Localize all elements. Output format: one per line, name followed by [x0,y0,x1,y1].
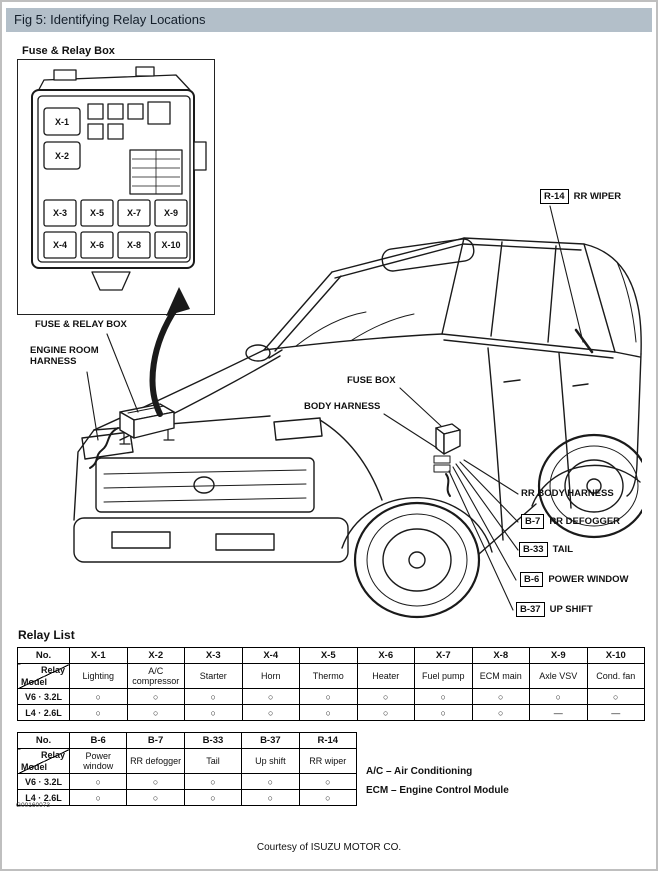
availability-mark-cell: ○ [70,689,128,705]
model-row [18,689,645,705]
model-row [18,774,357,790]
relay-number-cell: X-10 [587,648,645,664]
model-label-cell: L4 · 2.6L [18,790,70,806]
relay-name-cell: Lighting [70,664,128,689]
inset-relay-label: X-5 [89,208,105,218]
relay-name-cell: Tail [184,749,241,774]
relay-number-cell: X-5 [300,648,358,664]
relay-code-r14: R-14 [540,189,569,204]
relay-name-cell: Axle VSV [530,664,588,689]
availability-mark-cell: ○ [185,705,243,721]
availability-mark-cell: — [530,705,588,721]
inset-relay-label: X-9 [163,208,179,218]
relay-name-cell: Thermo [300,664,358,689]
inset-relay-label: X-10 [161,240,181,250]
relay-name-cell: Heater [357,664,415,689]
relay-number-cell: B-7 [127,733,184,749]
availability-mark-cell: ○ [530,689,588,705]
relay-name-cell: Fuel pump [415,664,473,689]
relay-code-b37: B-37 [516,602,545,617]
relay-number-cell: X-3 [185,648,243,664]
inset-relay-label: X-3 [52,208,68,218]
relay-number-cell: X-7 [415,648,473,664]
relay-number-cell: R-14 [299,733,356,749]
inset-relay-label: X-6 [89,240,105,250]
callout-tail-label: TAIL [552,544,573,555]
relay-code-b33: B-33 [519,542,548,557]
availability-mark-cell: ○ [299,790,356,806]
callout-engine-room-harness-line1: ENGINE ROOM [30,345,99,356]
relay-table-x [17,647,645,721]
availability-mark-cell: ○ [70,705,128,721]
model-label-cell: V6 · 3.2L [18,774,70,790]
availability-mark-cell: ○ [70,774,127,790]
table-header-row [18,733,357,749]
relay-name-row [18,664,645,689]
corner-relay-label: Relay [40,750,65,760]
relay-name-row [18,749,357,774]
model-label-cell: L4 · 2.6L [18,705,70,721]
availability-mark-cell: ○ [299,774,356,790]
availability-mark-cell: ○ [587,689,645,705]
relay-code-b6: B-6 [520,572,543,587]
relay-table-b [17,732,357,806]
relay-list-heading: Relay List [18,628,75,642]
courtesy-footer: Courtesy of ISUZU MOTOR CO. [256,842,402,853]
availability-mark-cell: ○ [415,705,473,721]
relay-name-cell: Cond. fan [587,664,645,689]
availability-mark-cell: ○ [242,774,299,790]
availability-mark-cell: ○ [242,689,300,705]
callout-power-window-label: POWER WINDOW [548,574,629,585]
availability-mark-cell: ○ [127,705,185,721]
availability-mark-cell: ○ [472,689,530,705]
relay-name-cell: Horn [242,664,300,689]
availability-mark-cell: ○ [127,774,184,790]
relay-number-cell: B-33 [184,733,241,749]
callout-rr-body-harness: RR BODY HARNESS [521,488,614,499]
availability-mark-cell: ○ [300,705,358,721]
corner-model-label: Model [21,677,47,687]
model-row [18,705,645,721]
relay-number-cell: X-6 [357,648,415,664]
availability-mark-cell: ○ [127,790,184,806]
availability-mark-cell: — [587,705,645,721]
callout-engine-room-harness [30,345,99,367]
callout-body-harness: BODY HARNESS [304,401,381,412]
availability-mark-cell: ○ [472,705,530,721]
relay-model-corner-cell [18,664,70,689]
callout-tail [519,542,573,557]
availability-mark-cell: ○ [415,689,473,705]
inset-title: Fuse & Relay Box [22,45,115,57]
table-header-row [18,648,645,664]
availability-mark-cell: ○ [184,790,241,806]
callout-rr-wiper [540,189,621,204]
model-row [18,790,357,806]
no-header-cell: No. [18,648,70,664]
relay-name-cell: ECM main [472,664,530,689]
relay-number-cell: X-1 [70,648,128,664]
callout-up-shift [516,602,593,617]
relay-number-cell: X-9 [530,648,588,664]
availability-mark-cell: ○ [185,689,243,705]
relay-name-cell: Power window [70,749,127,774]
callout-fuse-relay-box: FUSE & RELAY BOX [35,319,127,330]
inset-relay-label: X-2 [54,151,70,161]
callout-up-shift-label: UP SHIFT [549,604,593,615]
callout-engine-room-harness-line2: HARNESS [30,356,77,367]
callout-rr-wiper-label: RR WIPER [573,191,622,202]
figure-title-bar: Fig 5: Identifying Relay Locations [6,8,652,32]
availability-mark-cell: ○ [242,705,300,721]
note-ecm: ECM – Engine Control Module [366,785,509,796]
note-ac: A/C – Air Conditioning [366,766,473,777]
corner-relay-label: Relay [40,665,65,675]
corner-model-label: Model [21,762,47,772]
relay-name-cell: RR defogger [127,749,184,774]
inset-relay-label: X-8 [126,240,142,250]
availability-mark-cell: ○ [357,705,415,721]
availability-mark-cell: ○ [184,774,241,790]
relay-number-cell: X-4 [242,648,300,664]
relay-name-cell: Up shift [242,749,299,774]
callout-rr-defogger [521,514,620,529]
callout-power-window [520,572,629,587]
callout-rr-defogger-label: RR DEFOGGER [549,516,621,527]
relay-model-corner-cell [18,749,70,774]
model-label-cell: V6 · 3.2L [18,689,70,705]
figure-id: G00160073 [16,802,50,809]
inset-relay-label: X-4 [52,240,68,250]
availability-mark-cell: ○ [70,790,127,806]
relay-number-cell: X-2 [127,648,185,664]
availability-mark-cell: ○ [300,689,358,705]
no-header-cell: No. [18,733,70,749]
availability-mark-cell: ○ [242,790,299,806]
availability-mark-cell: ○ [357,689,415,705]
inset-relay-label: X-7 [126,208,142,218]
relay-number-cell: X-8 [472,648,530,664]
availability-mark-cell: ○ [127,689,185,705]
relay-name-cell: A/C compressor [127,664,185,689]
relay-code-b7: B-7 [521,514,544,529]
relay-number-cell: B-37 [242,733,299,749]
relay-name-cell: RR wiper [299,749,356,774]
relay-name-cell: Starter [185,664,243,689]
relay-number-cell: B-6 [70,733,127,749]
inset-relay-label: X-1 [54,117,70,127]
callout-fuse-box: FUSE BOX [347,375,396,386]
arrow-head [166,287,190,316]
